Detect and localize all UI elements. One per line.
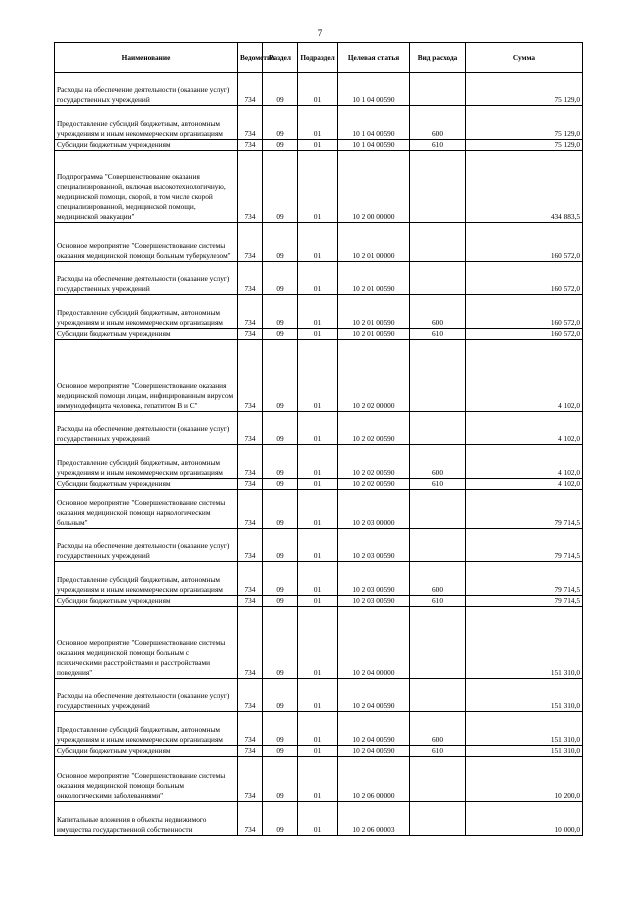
cell-subsection: 01 [298, 340, 338, 412]
cell-department: 734 [238, 712, 263, 746]
cell-target: 10 2 06 00000 [338, 757, 410, 802]
cell-target: 10 2 02 00000 [338, 340, 410, 412]
cell-subsection: 01 [298, 596, 338, 607]
cell-subsection: 01 [298, 607, 338, 679]
cell-department: 734 [238, 151, 263, 223]
table-row [55, 262, 583, 295]
cell-expense-type: 600 [410, 712, 466, 746]
cell-name: Основное мероприятие "Совершенствование системы оказания медицинской помощи больным туберкулезом" [55, 223, 238, 262]
cell-sum: 4 102,0 [466, 340, 583, 412]
cell-expense-type: 610 [410, 596, 466, 607]
cell-department: 734 [238, 490, 263, 529]
cell-target: 10 2 04 00000 [338, 607, 410, 679]
cell-expense-type [410, 490, 466, 529]
cell-sum: 75 129,0 [466, 106, 583, 140]
cell-subsection: 01 [298, 712, 338, 746]
cell-expense-type [410, 262, 466, 295]
cell-sum: 79 714,5 [466, 490, 583, 529]
cell-target: 10 1 04 00590 [338, 106, 410, 140]
cell-section: 09 [263, 73, 298, 106]
table-row [55, 106, 583, 140]
page-number: 7 [317, 28, 323, 38]
cell-department: 734 [238, 802, 263, 836]
cell-target: 10 2 01 00590 [338, 295, 410, 329]
cell-department: 734 [238, 607, 263, 679]
table-row [55, 223, 583, 262]
cell-section: 09 [263, 679, 298, 712]
cell-department: 734 [238, 106, 263, 140]
cell-expense-type [410, 151, 466, 223]
cell-sum: 151 310,0 [466, 712, 583, 746]
cell-sum: 160 572,0 [466, 295, 583, 329]
cell-name: Субсидии бюджетным учреждениям [55, 140, 238, 151]
cell-section: 09 [263, 596, 298, 607]
cell-subsection: 01 [298, 802, 338, 836]
cell-sum: 151 310,0 [466, 746, 583, 757]
cell-name: Субсидии бюджетным учреждениям [55, 329, 238, 340]
cell-expense-type [410, 223, 466, 262]
cell-sum: 75 129,0 [466, 73, 583, 106]
header-department: Ведомство [238, 43, 263, 73]
cell-subsection: 01 [298, 445, 338, 479]
cell-section: 09 [263, 412, 298, 445]
table-row [55, 73, 583, 106]
cell-sum: 160 572,0 [466, 329, 583, 340]
cell-expense-type [410, 412, 466, 445]
cell-name: Расходы на обеспечение деятельности (оказание услуг) государственных учреждений [55, 412, 238, 445]
header-sum: Сумма [466, 43, 583, 73]
cell-target: 10 2 03 00590 [338, 529, 410, 562]
cell-department: 734 [238, 562, 263, 596]
cell-name: Предоставление субсидий бюджетным, автономным учреждениям и иным некоммерческим организациям [55, 295, 238, 329]
cell-section: 09 [263, 757, 298, 802]
table-row [55, 712, 583, 746]
cell-expense-type [410, 679, 466, 712]
cell-section: 09 [263, 479, 298, 490]
cell-section: 09 [263, 151, 298, 223]
table-row [55, 802, 583, 836]
cell-target: 10 2 04 00590 [338, 712, 410, 746]
cell-section: 09 [263, 140, 298, 151]
table-row [55, 340, 583, 412]
cell-department: 734 [238, 73, 263, 106]
cell-expense-type [410, 529, 466, 562]
cell-section: 09 [263, 262, 298, 295]
cell-section: 09 [263, 106, 298, 140]
cell-target: 10 2 04 00590 [338, 746, 410, 757]
budget-table [54, 42, 583, 836]
table-row [55, 445, 583, 479]
cell-name: Основное мероприятие "Совершенствование системы оказания медицинской помощи больным с психическими расстройствами и расстройствами поведения" [55, 607, 238, 679]
cell-expense-type [410, 757, 466, 802]
cell-department: 734 [238, 340, 263, 412]
table-row [55, 679, 583, 712]
cell-name: Расходы на обеспечение деятельности (оказание услуг) государственных учреждений [55, 73, 238, 106]
cell-sum: 10 200,0 [466, 757, 583, 802]
table-row [55, 596, 583, 607]
cell-target: 10 2 01 00590 [338, 329, 410, 340]
cell-section: 09 [263, 223, 298, 262]
cell-name: Расходы на обеспечение деятельности (оказание услуг) государственных учреждений [55, 262, 238, 295]
cell-expense-type: 610 [410, 479, 466, 490]
table-row [55, 490, 583, 529]
cell-department: 734 [238, 479, 263, 490]
cell-sum: 160 572,0 [466, 262, 583, 295]
cell-name: Предоставление субсидий бюджетным, автономным учреждениям и иным некоммерческим организациям [55, 712, 238, 746]
table-header-row [55, 43, 583, 73]
header-subsection: Подраздел [298, 43, 338, 73]
cell-department: 734 [238, 445, 263, 479]
cell-subsection: 01 [298, 757, 338, 802]
cell-name: Подпрограмма "Совершенствование оказания специализированной, включая высокотехнологичную, медицинской помощи, скорой, в том числе скорой специализированной, медицинской помощи, медицинской эвакуации" [55, 151, 238, 223]
cell-department: 734 [238, 746, 263, 757]
cell-section: 09 [263, 802, 298, 836]
header-name: Наименование [55, 43, 238, 73]
cell-target: 10 2 03 00000 [338, 490, 410, 529]
cell-section: 09 [263, 529, 298, 562]
cell-expense-type: 600 [410, 562, 466, 596]
cell-target: 10 2 02 00590 [338, 445, 410, 479]
cell-section: 09 [263, 746, 298, 757]
cell-department: 734 [238, 529, 263, 562]
cell-department: 734 [238, 262, 263, 295]
cell-section: 09 [263, 490, 298, 529]
cell-subsection: 01 [298, 295, 338, 329]
cell-name: Субсидии бюджетным учреждениям [55, 746, 238, 757]
table-row [55, 140, 583, 151]
cell-sum: 4 102,0 [466, 412, 583, 445]
cell-name: Субсидии бюджетным учреждениям [55, 596, 238, 607]
table-row [55, 479, 583, 490]
cell-department: 734 [238, 295, 263, 329]
cell-target: 10 2 03 00590 [338, 562, 410, 596]
cell-subsection: 01 [298, 223, 338, 262]
cell-subsection: 01 [298, 262, 338, 295]
cell-name: Предоставление субсидий бюджетным, автономным учреждениям и иным некоммерческим организациям [55, 106, 238, 140]
cell-target: 10 2 04 00590 [338, 679, 410, 712]
cell-section: 09 [263, 712, 298, 746]
cell-department: 734 [238, 679, 263, 712]
cell-subsection: 01 [298, 746, 338, 757]
table-row [55, 529, 583, 562]
cell-expense-type [410, 802, 466, 836]
table-row [55, 329, 583, 340]
cell-subsection: 01 [298, 562, 338, 596]
cell-department: 734 [238, 757, 263, 802]
cell-sum: 151 310,0 [466, 607, 583, 679]
cell-section: 09 [263, 340, 298, 412]
table-row [55, 562, 583, 596]
cell-name: Капитальные вложения в объекты недвижимого имущества государственной собственности [55, 802, 238, 836]
cell-expense-type: 610 [410, 140, 466, 151]
cell-expense-type [410, 73, 466, 106]
cell-target: 10 2 06 00003 [338, 802, 410, 836]
cell-sum: 434 883,5 [466, 151, 583, 223]
cell-target: 10 2 01 00590 [338, 262, 410, 295]
cell-target: 10 1 04 00590 [338, 73, 410, 106]
cell-subsection: 01 [298, 412, 338, 445]
cell-section: 09 [263, 329, 298, 340]
cell-name: Основное мероприятие "Совершенствование оказания медицинской помощи лицам, инфицированным вирусом иммунодефицита человека, гепатитом В и С" [55, 340, 238, 412]
table-row [55, 412, 583, 445]
cell-target: 10 2 02 00590 [338, 412, 410, 445]
cell-sum: 79 714,5 [466, 596, 583, 607]
cell-section: 09 [263, 607, 298, 679]
table-row [55, 295, 583, 329]
table-row [55, 607, 583, 679]
cell-department: 734 [238, 412, 263, 445]
cell-subsection: 01 [298, 140, 338, 151]
cell-sum: 79 714,5 [466, 529, 583, 562]
cell-name: Предоставление субсидий бюджетным, автономным учреждениям и иным некоммерческим организациям [55, 562, 238, 596]
cell-name: Расходы на обеспечение деятельности (оказание услуг) государственных учреждений [55, 679, 238, 712]
header-target: Целевая статья [338, 43, 410, 73]
header-expense-type: Вид расхода [410, 43, 466, 73]
table-row [55, 757, 583, 802]
cell-sum: 10 000,0 [466, 802, 583, 836]
cell-section: 09 [263, 295, 298, 329]
cell-expense-type [410, 340, 466, 412]
cell-subsection: 01 [298, 106, 338, 140]
cell-subsection: 01 [298, 490, 338, 529]
cell-sum: 4 102,0 [466, 479, 583, 490]
cell-name: Основное мероприятие "Совершенствование системы оказания медицинской помощи наркологическим больным" [55, 490, 238, 529]
cell-expense-type [410, 607, 466, 679]
cell-expense-type: 610 [410, 329, 466, 340]
cell-sum: 151 310,0 [466, 679, 583, 712]
cell-expense-type: 600 [410, 106, 466, 140]
cell-subsection: 01 [298, 73, 338, 106]
cell-target: 10 2 01 00000 [338, 223, 410, 262]
cell-subsection: 01 [298, 529, 338, 562]
cell-department: 734 [238, 596, 263, 607]
cell-department: 734 [238, 223, 263, 262]
cell-name: Предоставление субсидий бюджетным, автономным учреждениям и иным некоммерческим организациям [55, 445, 238, 479]
cell-name: Основное мероприятие "Совершенствование системы оказания медицинской помощи больным онкологическими заболеваниями" [55, 757, 238, 802]
cell-target: 10 1 04 00590 [338, 140, 410, 151]
table-row [55, 151, 583, 223]
cell-subsection: 01 [298, 479, 338, 490]
cell-department: 734 [238, 140, 263, 151]
cell-expense-type: 600 [410, 295, 466, 329]
cell-name: Расходы на обеспечение деятельности (оказание услуг) государственных учреждений [55, 529, 238, 562]
cell-target: 10 2 03 00590 [338, 596, 410, 607]
cell-section: 09 [263, 445, 298, 479]
cell-name: Субсидии бюджетным учреждениям [55, 479, 238, 490]
cell-expense-type: 600 [410, 445, 466, 479]
cell-target: 10 2 02 00590 [338, 479, 410, 490]
cell-sum: 160 572,0 [466, 223, 583, 262]
cell-target: 10 2 00 00000 [338, 151, 410, 223]
cell-section: 09 [263, 562, 298, 596]
cell-sum: 4 102,0 [466, 445, 583, 479]
cell-expense-type: 610 [410, 746, 466, 757]
cell-sum: 75 129,0 [466, 140, 583, 151]
cell-subsection: 01 [298, 329, 338, 340]
cell-subsection: 01 [298, 679, 338, 712]
cell-subsection: 01 [298, 151, 338, 223]
table-row [55, 746, 583, 757]
header-section: Раздел [263, 43, 298, 73]
cell-department: 734 [238, 329, 263, 340]
cell-sum: 79 714,5 [466, 562, 583, 596]
